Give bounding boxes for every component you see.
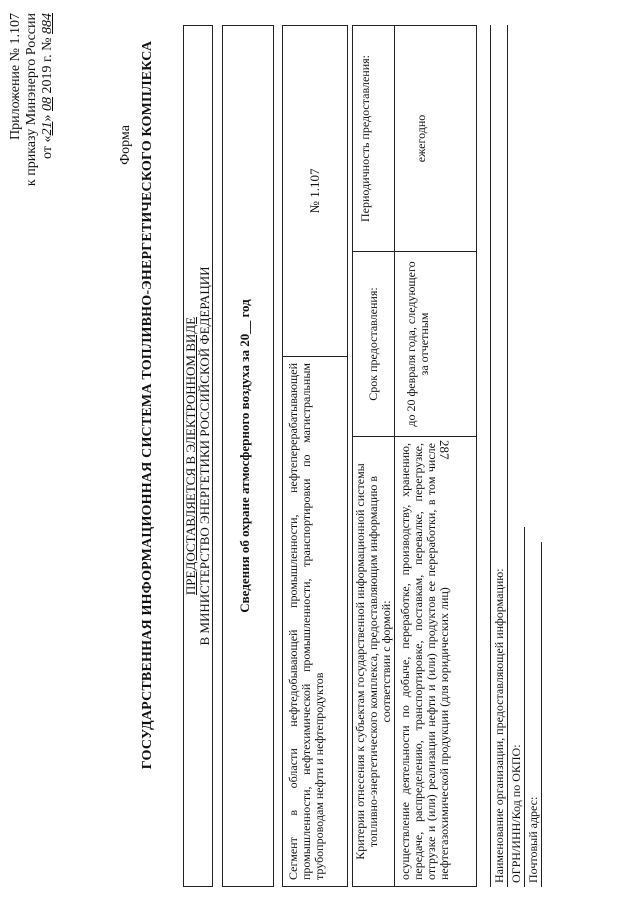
electronic-submission-box xyxy=(183,25,213,887)
periodicity-body: ежегодно xyxy=(414,114,428,163)
info-row-ogrn-inn-okpo: ОГРН/ИНН/Код по ОКПО: xyxy=(508,527,525,887)
deadline-header: Срок предоставления: xyxy=(353,252,395,436)
electronic-line-1: ПРЕДОСТАВЛЯЕТСЯ В ЭЛЕКТРОННОМ ВИДЕ xyxy=(183,316,198,596)
order-number: 884 xyxy=(40,13,55,34)
info-row-organization-name: Наименование организации, предоставляющей информацию: xyxy=(491,25,508,887)
main-title: ГОСУДАРСТВЕННАЯ ИНФОРМАЦИОННАЯ СИСТЕМА ТОПЛИВНО-ЭНЕРГЕТИЧЕСКОГО КОМПЛЕКСА xyxy=(140,40,155,770)
segment-text: Сегмент в области нефтедобывающей промышленности, нефтеперерабатывающей промышленности, нефтехимической промышленности, транспортировки по магистральным трубопроводам нефти и нефтепродуктов xyxy=(283,356,347,886)
appendix-block xyxy=(8,13,56,233)
report-title-box xyxy=(222,25,274,887)
appendix-line-1: Приложение № 1.107 xyxy=(8,13,23,140)
criteria-body: осуществление деятельности по добыче, переработке, производству, хранению, передаче, распределению, транспортировке, поставкам, перевалке, перегрузке, отгрузке и (или) реализации нефти и (или) продуктов ее переработки, в том числе нефтегазохимической продукции (для юридических лиц) xyxy=(398,443,451,880)
electronic-line-2: В МИНИСТЕРСТВО ЭНЕРГЕТИКИ РОССИЙСКОЙ ФЕДЕРАЦИИ xyxy=(197,266,212,646)
criteria-table xyxy=(352,25,477,887)
order-day: 21 xyxy=(40,121,55,136)
order-month: 08 xyxy=(40,97,55,112)
deadline-body: до 20 февраля года, следующего за отчетным xyxy=(404,261,431,427)
appendix-line-3: от «21» 08 2019 г. № 884 xyxy=(40,13,55,159)
organization-info xyxy=(490,25,542,887)
deadline-column xyxy=(353,251,476,436)
report-title: Сведения об охране атмосферного воздуха за 20__ год xyxy=(237,299,252,613)
criteria-header: Критерии отнесения к субъектам государственной информационной системы топливно-энергетического комплекса, предоставляющим информацию в соответствии с формой: xyxy=(353,437,395,886)
periodicity-column xyxy=(353,26,476,251)
page-number: 287 xyxy=(437,440,452,460)
periodicity-header: Периодичность предоставления: xyxy=(353,26,395,251)
segment-box xyxy=(282,25,348,887)
form-number: № 1.107 xyxy=(307,168,322,214)
info-row-postal-address: Почтовый адрес: xyxy=(525,542,542,887)
form-label: Форма xyxy=(118,125,133,165)
criteria-column xyxy=(353,436,476,886)
appendix-line-2: к приказу Минэнерго России xyxy=(24,13,39,187)
